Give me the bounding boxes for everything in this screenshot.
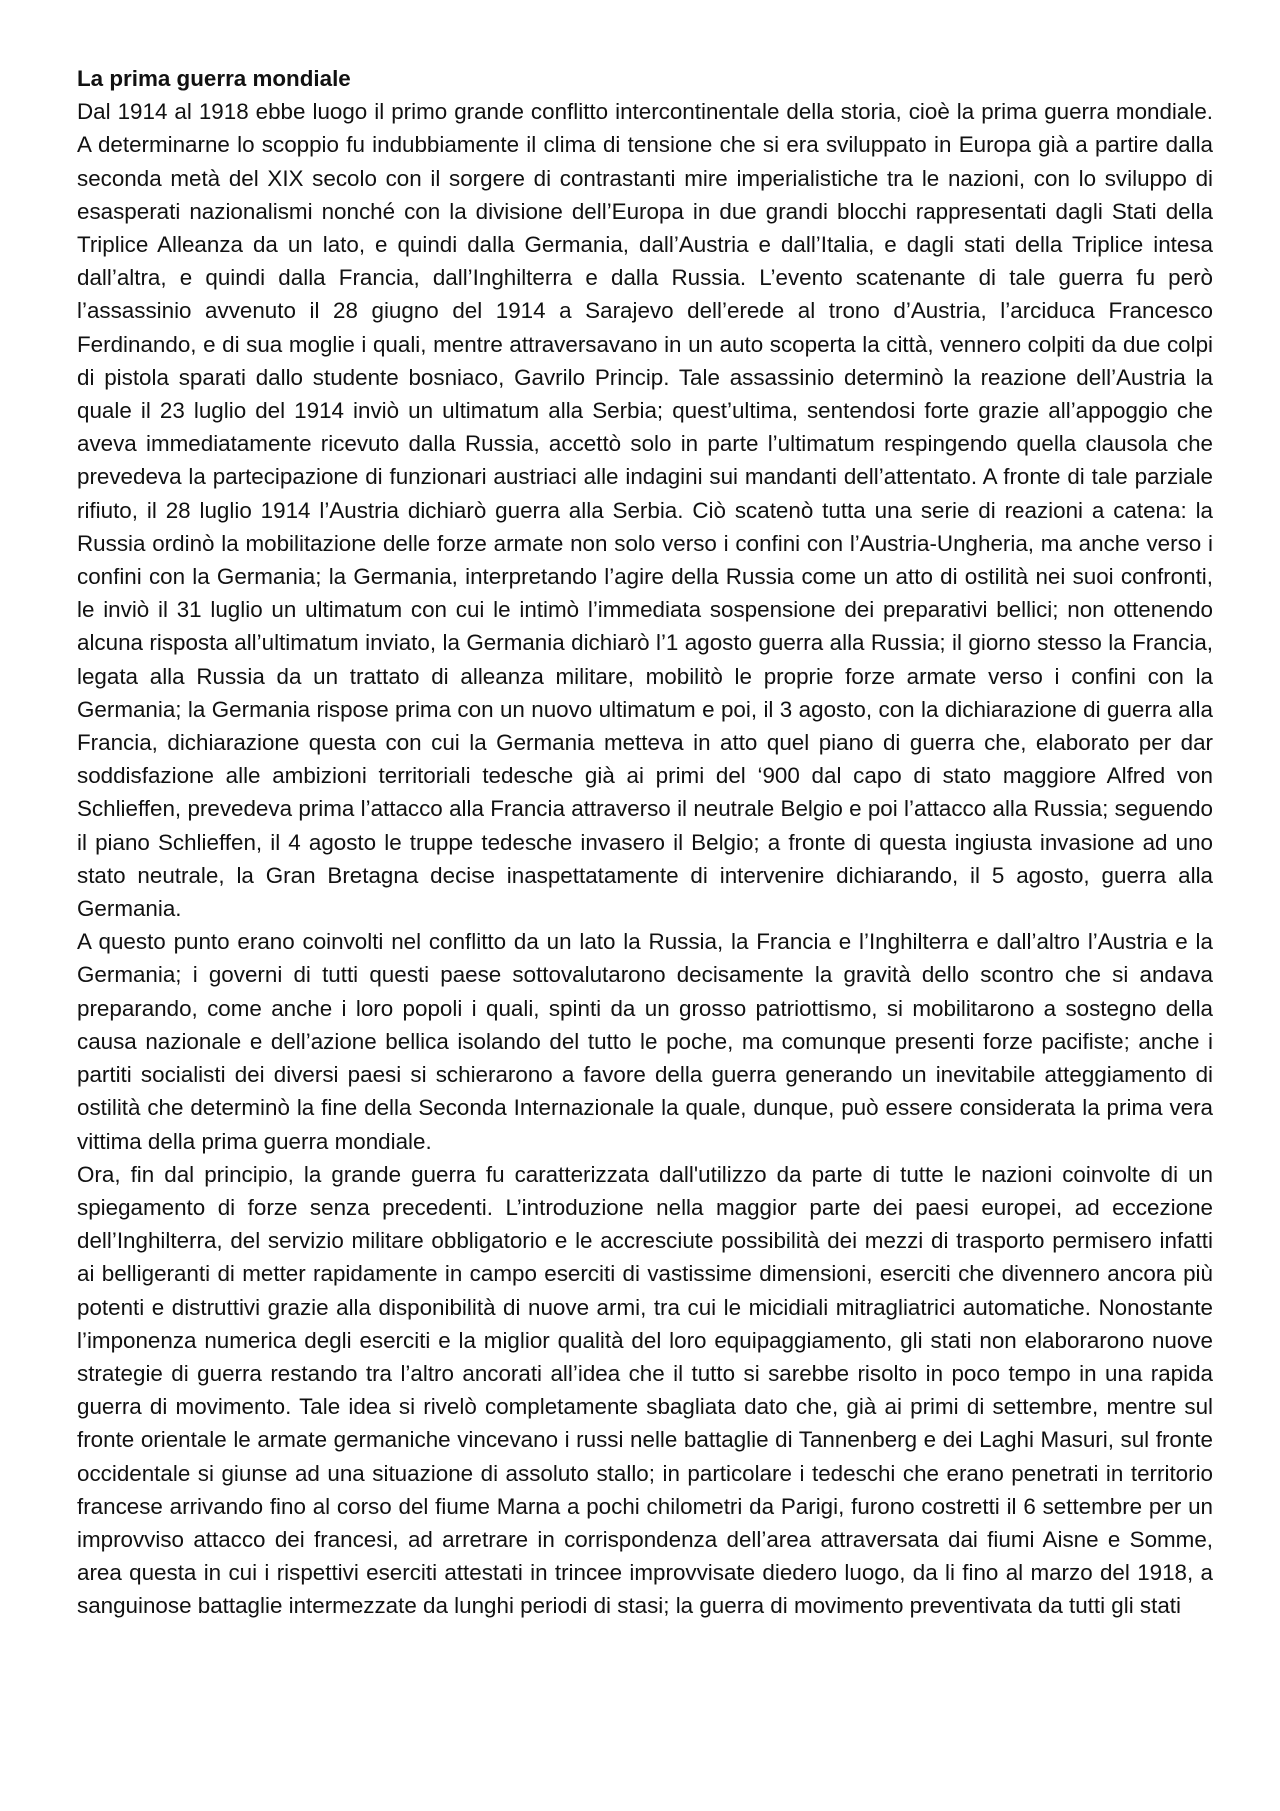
paragraph-1: Dal 1914 al 1918 ebbe luogo il primo grande conflitto intercontinentale della storia, cioè la prima guerra mondiale. A determinarne lo scoppio fu indubbiamente il clima di tensione che si era sviluppato in Europa già a partire dalla seconda metà del XIX secolo con il sorgere di contrastanti mire imperialistiche tra le nazioni, con lo sviluppo di esasperati nazionalismi nonché con la divisione dell’Europa in due grandi blocchi rappresentati dagli Stati della Triplice Alleanza da un lato, e quindi dalla Germania, dall’Austria e dall’Italia, e dagli stati della Triplice intesa dall’altra, e quindi dalla Francia, dall’Inghilterra e dalla Russia. L’evento scatenante di tale guerra fu però l’assassinio avvenuto il 28 giugno del 1914 a Sarajevo dell’erede al trono d’Austria, l’arciduca Francesco Ferdinando, e di sua moglie i quali, mentre attraversavano in un auto scoperta la città, vennero colpiti da due colpi di pistola sparati dallo studente bosniaco, Gavrilo Princip. Tale assassinio determinò la reazione dell’Austria la quale il 23 luglio del 1914 inviò un ultimatum alla Serbia; quest’ultima, sentendosi forte grazie all’appoggio che aveva immediatamente ricevuto dalla Russia, accettò solo in parte l’ultimatum respingendo quella clausola che prevedeva la partecipazione di funzionari austriaci alle indagini sui mandanti dell’attentato. A fronte di tale parziale rifiuto, il 28 luglio 1914 l’Austria dichiarò guerra alla Serbia. Ciò scatenò tutta una serie di reazioni a catena: la Russia ordinò la mobilitazione delle forze armate non solo verso i confini con l’Austria-Ungheria, ma anche verso i confini con la Germania; la Germania, interpretando l’agire della Russia come un atto di ostilità nei suoi confronti, le inviò il 31 luglio un ultimatum con cui le intimò l’immediata sospensione dei preparativi bellici; non ottenendo alcuna risposta all’ultimatum inviato, la Germania dichiarò l’1 agosto guerra alla Russia; il giorno stesso la Francia, legata alla Russia da un trattato di alleanza militare, mobilitò le proprie forze armate verso i confini con la Germania; la Germania rispose prima con un nuovo ultimatum e poi, il 3 agosto, con la dichiarazione di guerra alla Francia, dichiarazione questa con cui la Germania metteva in atto quel piano di guerra che, elaborato per dar soddisfazione alle ambizioni territoriali tedesche già ai primi del ‘900 dal capo di stato maggiore Alfred von Schlieffen, prevedeva prima l’attacco alla Francia attraverso il neutrale Belgio e poi l’attacco alla Russia; seguendo il piano Schlieffen, il 4 agosto le truppe tedesche invasero il Belgio; a fronte di questa ingiusta invasione ad uno stato neutrale, la Gran Bretagna decise inaspettatamente di intervenire dichiarando, il 5 agosto, guerra alla Germania. xyxy=(77,99,1213,922)
paragraph-2: A questo punto erano coinvolti nel conflitto da un lato la Russia, la Francia e l’Inghilterra e dall’altro l’Austria e la Germania; i governi di tutti questi paese sottovalutarono decisamente la gravità dello scontro che si andava preparando, come anche i loro popoli i quali, spinti da un grosso patriottismo, si mobilitarono a sostegno della causa nazionale e dell’azione bellica isolando del tutto le poche, ma comunque presenti forze pacifiste; anche i partiti socialisti dei diversi paesi si schierarono a favore della guerra generando un inevitabile atteggiamento di ostilità che determinò la fine della Seconda Internazionale la quale, dunque, può essere considerata la prima vera vittima della prima guerra mondiale. xyxy=(77,929,1213,1154)
paragraph-3: Ora, fin dal principio, la grande guerra fu caratterizzata dall'utilizzo da parte di tutte le nazioni coinvolte di un spiegamento di forze senza precedenti. L’introduzione nella maggior parte dei paesi europei, ad eccezione dell’Inghilterra, del servizio militare obbligatorio e le accresciute possibilità dei mezzi di trasporto permisero infatti ai belligeranti di metter rapidamente in campo eserciti di vastissime dimensioni, eserciti che divennero ancora più potenti e distruttivi grazie alla disponibilità di nuove armi, tra cui le micidiali mitragliatrici automatiche. Nonostante l’imponenza numerica degli eserciti e la miglior qualità del loro equipaggiamento, gli stati non elaborarono nuove strategie di guerra restando tra l’altro ancorati all’idea che il tutto si sarebbe risolto in poco tempo in una rapida guerra di movimento. Tale idea si rivelò completamente sbagliata dato che, già ai primi di settembre, mentre sul fronte orientale le armate germaniche vincevano i russi nelle battaglie di Tannenberg e dei Laghi Masuri, sul fronte occidentale si giunse ad una situazione di assoluto stallo; in particolare i tedeschi che erano penetrati in territorio francese arrivando fino al corso del fiume Marna a pochi chilometri da Parigi, furono costretti il 6 settembre per un improvviso attacco dei francesi, ad arretrare in corrispondenza dell’area attraversata dai fiumi Aisne e Somme, area questa in cui i rispettivi eserciti attestati in trincee improvvisate diedero luogo, da li fino al marzo del 1918, a sanguinose battaglie intermezzate da lunghi periodi di stasi; la guerra di movimento preventivata da tutti gli stati xyxy=(77,1161,1213,1619)
document-title: La prima guerra mondiale xyxy=(77,66,351,91)
document-page xyxy=(77,62,1213,1623)
